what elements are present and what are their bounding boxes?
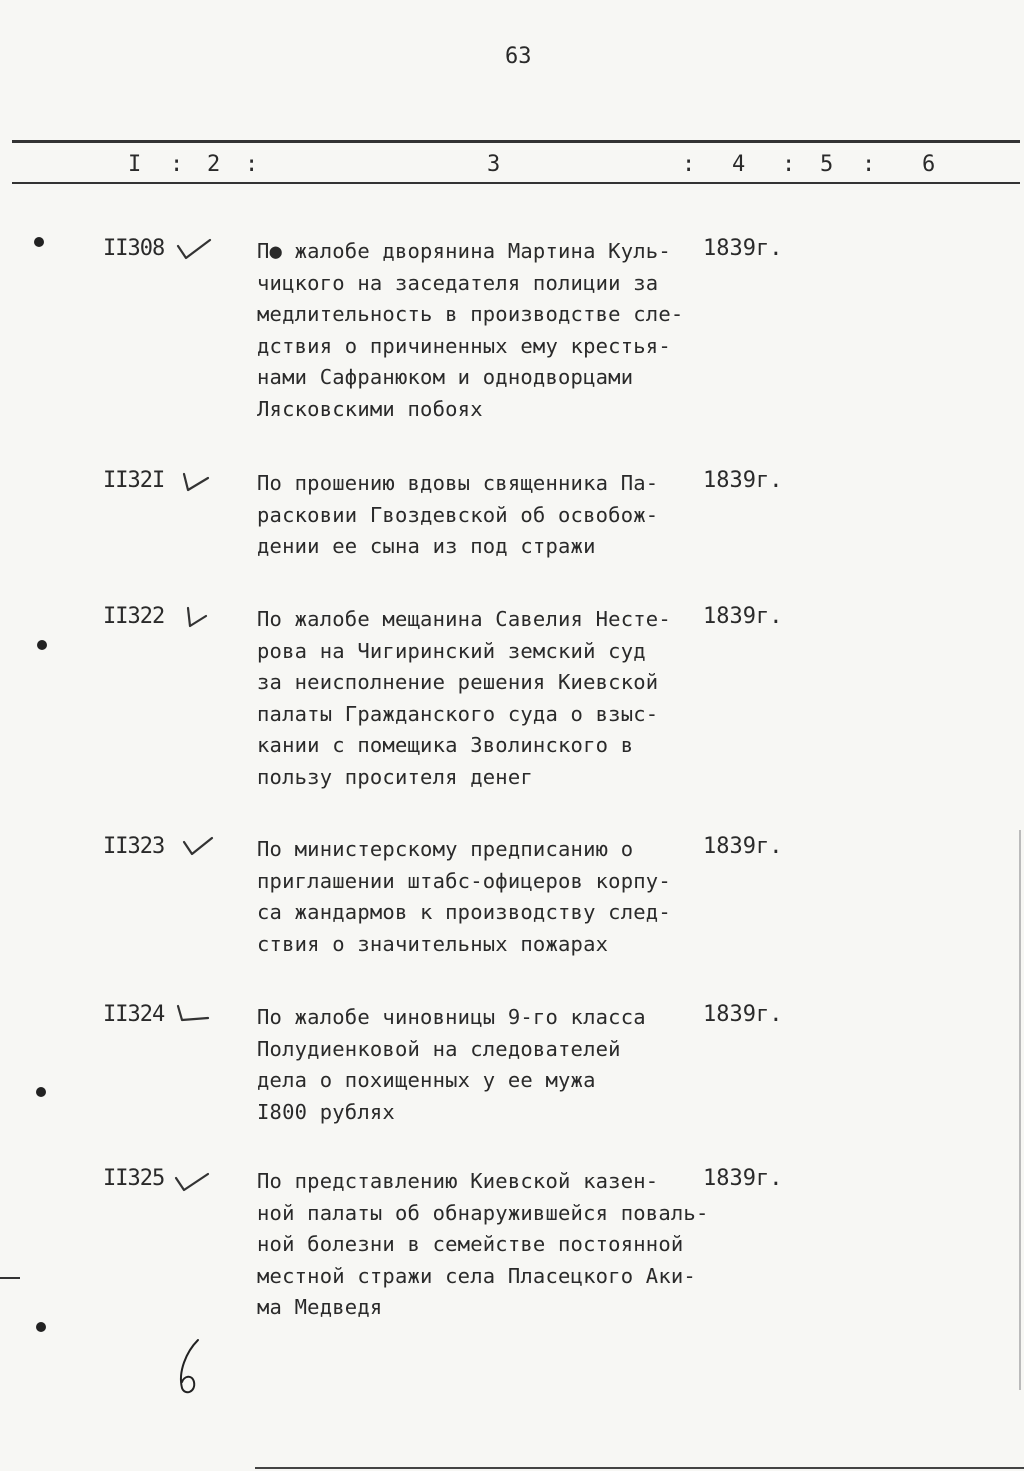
checkmark-icon <box>174 1002 210 1028</box>
entry-line: палаты Гражданского суда о взыс- <box>257 701 659 726</box>
handwritten-note <box>176 1338 206 1396</box>
binder-hole <box>36 1087 46 1097</box>
header-top-rule <box>12 140 1020 143</box>
entry-line: дствия о причиненных ему крестья- <box>257 333 671 358</box>
entry-description <box>257 1002 717 1128</box>
checkmark-icon <box>180 834 216 860</box>
footer-rule <box>255 1467 1024 1469</box>
entry-number: II324 <box>103 1002 165 1027</box>
entry-line: ствия о значительных пожарах <box>257 931 609 956</box>
entry-year: 1839г. <box>703 604 783 629</box>
entry-description <box>257 468 717 563</box>
column-separator: : <box>782 152 796 177</box>
checkmark-icon <box>174 1166 210 1192</box>
entry-number: II322 <box>103 604 165 629</box>
margin-mark <box>0 1277 20 1279</box>
entry-description <box>257 236 717 425</box>
entry-description <box>257 834 717 960</box>
entry-line: местной стражи села Пласецкого Аки- <box>257 1263 696 1288</box>
binder-hole <box>37 640 47 650</box>
entry-line: По представлению Киевской казен- <box>257 1169 659 1193</box>
entry-year: 1839г. <box>703 834 783 859</box>
entry-line: расковии Гвоздевской об освобож- <box>257 502 659 527</box>
entry-line: По прошению вдовы священника Па- <box>257 471 659 495</box>
entry-line: за неисполнение решения Киевской <box>257 670 659 694</box>
column-separator: : <box>245 152 259 177</box>
entry-line: са жандармов к производству след- <box>257 900 671 924</box>
column-separator: : <box>862 152 876 177</box>
column-header-5: 5 <box>820 152 834 177</box>
entry-year: 1839г. <box>703 468 783 493</box>
entry-line: пользу просителя денег <box>257 764 533 789</box>
column-header-3: 3 <box>487 152 501 177</box>
entry-line: ма Медведя <box>257 1295 383 1319</box>
entry-line: По жалобе чиновницы 9-го класса <box>257 1005 646 1029</box>
entry-line: рова на Чигиринский земский суд <box>257 638 646 663</box>
column-header-6: 6 <box>922 152 936 177</box>
entry-line: дении ее сына из под стражи <box>257 534 596 558</box>
entry-line: ной болезни в семействе постоянной <box>257 1232 684 1256</box>
entry-line: П● жалобе дворянина Мартина Куль- <box>257 239 671 263</box>
entry-line: дела о похищенных у ее мужа <box>257 1068 596 1092</box>
column-header-2: 2 <box>207 152 221 177</box>
entry-number: II325 <box>103 1166 165 1191</box>
header-bottom-rule <box>12 182 1020 184</box>
entry-line: нами Сафранюком и однодворцами <box>257 365 634 389</box>
entry-description <box>257 1166 717 1324</box>
entry-line: По министерскому предписанию о <box>257 837 634 861</box>
entry-line: По жалобе мещанина Савелия Несте- <box>257 607 671 631</box>
binder-hole <box>34 237 44 247</box>
checkmark-icon <box>178 468 214 494</box>
entry-line: Полудиенковой на следователей <box>257 1036 621 1061</box>
entry-line: I800 рублях <box>257 1099 395 1124</box>
entry-year: 1839г. <box>703 1166 783 1191</box>
entry-year: 1839г. <box>703 236 783 261</box>
checkmark-icon <box>182 604 218 630</box>
entry-line: медлительность в производстве сле- <box>257 302 684 326</box>
scan-edge <box>1019 830 1021 1390</box>
entry-year: 1839г. <box>703 1002 783 1027</box>
entry-description <box>257 604 717 793</box>
page-number: 63 <box>505 44 532 69</box>
entry-line: чицкого на заседателя полиции за <box>257 270 659 295</box>
binder-hole <box>36 1322 46 1332</box>
entry-line: кании с помещика Зволинского в <box>257 733 634 757</box>
checkmark-icon <box>176 236 212 262</box>
entry-number: II323 <box>103 834 165 859</box>
column-separator: : <box>682 152 696 177</box>
entry-line: ной палаты об обнаружившейся поваль- <box>257 1200 709 1225</box>
column-header-1: I <box>128 152 142 177</box>
entry-line: Лясковскими побоях <box>257 396 483 421</box>
column-header-4: 4 <box>732 152 746 177</box>
entry-line: приглашении штабс-офицеров корпу- <box>257 868 671 893</box>
column-separator: : <box>170 152 184 177</box>
entry-number: II32I <box>103 468 165 493</box>
entry-number: II308 <box>103 236 165 261</box>
